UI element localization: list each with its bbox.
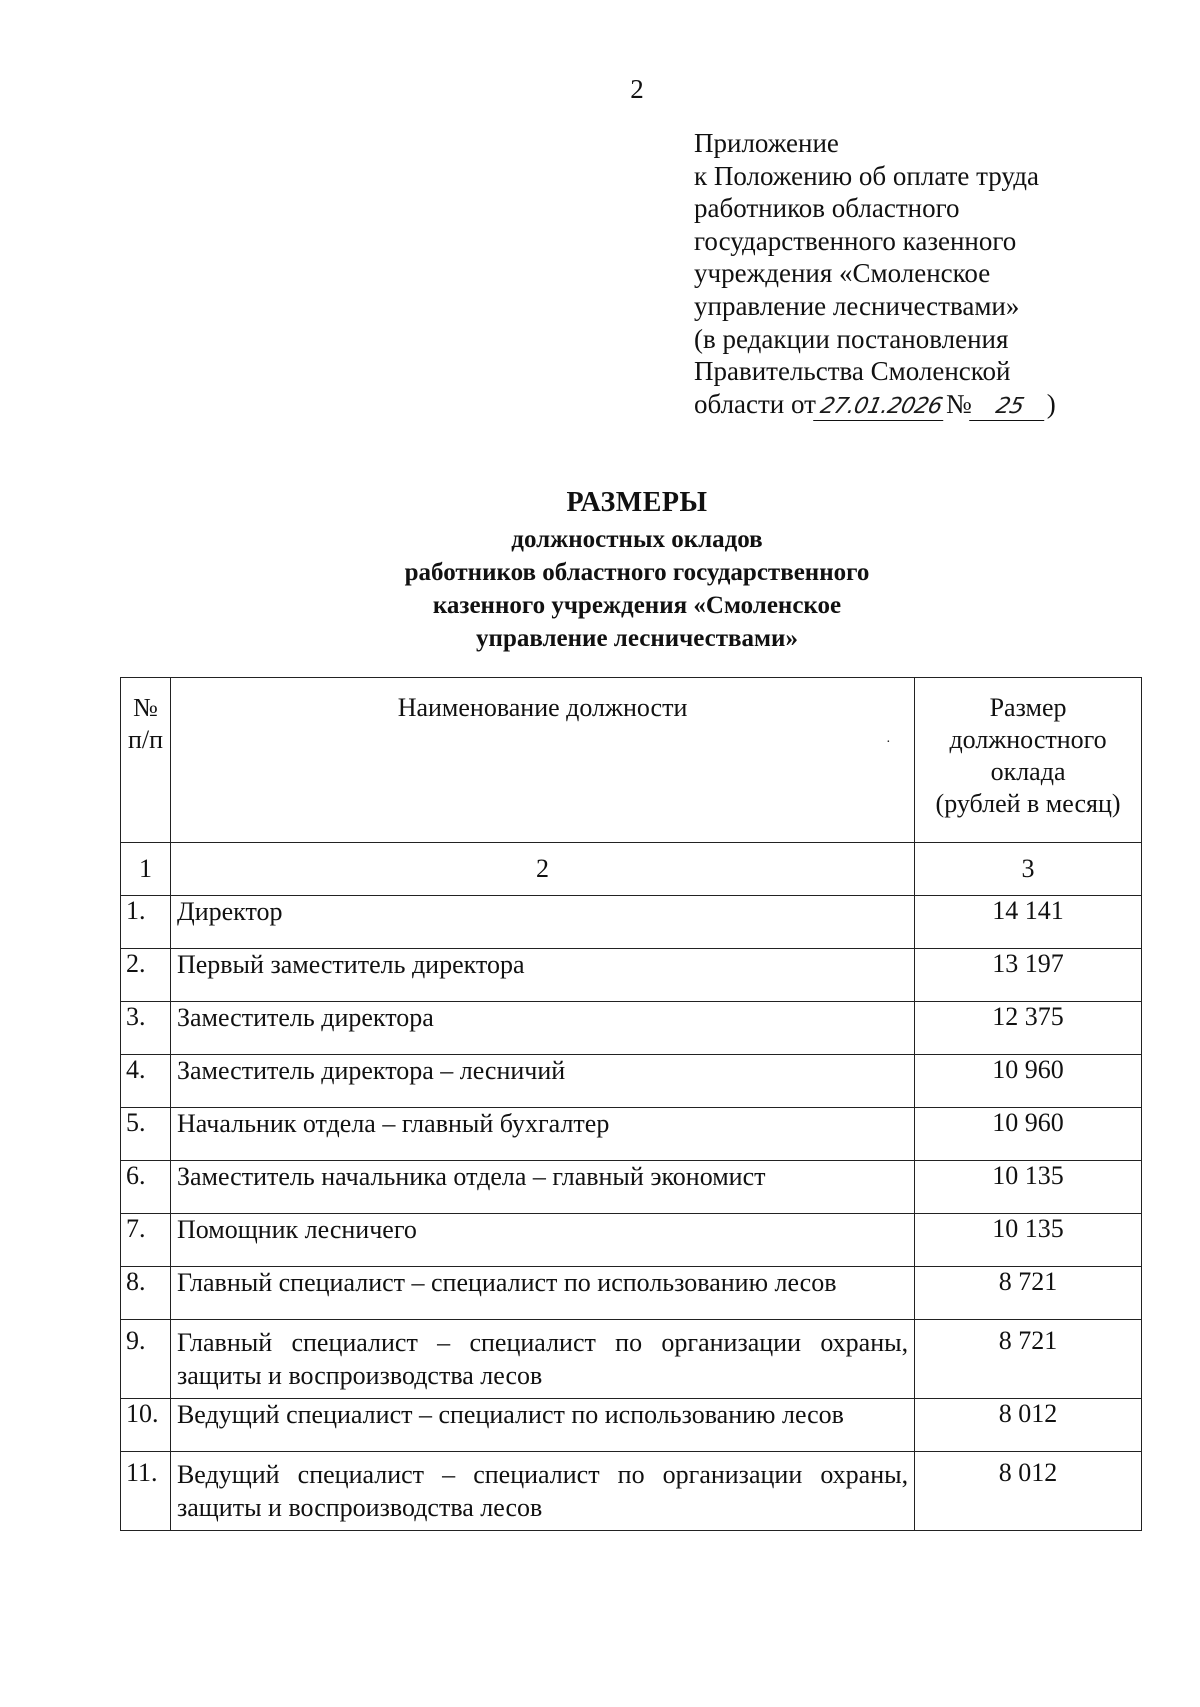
header-salary-line: (рублей в месяц)	[935, 789, 1121, 818]
title-sub-line: работников областного государственного	[404, 559, 870, 586]
appendix-line: к Положению об оплате труда	[694, 160, 1039, 191]
handwritten-date: 27.01.2026	[813, 394, 949, 421]
appendix-line: Приложение	[694, 128, 839, 158]
handwritten-number: 25	[969, 394, 1050, 421]
appendix-line: управление лесничествами»	[694, 290, 1020, 321]
number-sign: №	[945, 388, 972, 419]
row-salary: 8 721	[915, 1320, 1142, 1399]
table-row	[121, 949, 1142, 1002]
row-num: 9.	[121, 1320, 171, 1399]
table-row	[121, 1055, 1142, 1108]
index-cell: 2	[170, 843, 914, 896]
row-position: Заместитель начальника отдела – главный экономист	[170, 1161, 914, 1214]
header-num-line: п/п	[127, 725, 164, 754]
salary-table	[120, 677, 1142, 1531]
header-name: Наименование должности	[170, 678, 914, 843]
row-position: Начальник отдела – главный бухгалтер	[170, 1108, 914, 1161]
row-num: 5.	[121, 1108, 171, 1161]
row-position: Главный специалист – специалист по организации охраны, защиты и воспроизводства лесов	[170, 1320, 914, 1399]
row-num: 1.	[121, 896, 171, 949]
row-num: 7.	[121, 1214, 171, 1267]
header-salary-line: должностного	[949, 725, 1107, 754]
appendix-line: Правительства Смоленской	[694, 356, 1011, 387]
row-salary: 10 960	[915, 1055, 1142, 1108]
header-num	[121, 678, 171, 843]
row-salary: 10 135	[915, 1214, 1142, 1267]
row-position: Первый заместитель директора	[170, 949, 914, 1002]
row-salary: 8 721	[915, 1267, 1142, 1320]
closing-paren: )	[1046, 388, 1056, 419]
row-num: 11.	[121, 1452, 171, 1531]
table-row	[121, 1320, 1142, 1399]
header-salary	[915, 678, 1142, 843]
row-salary: 14 141	[915, 896, 1142, 949]
index-cell: 1	[121, 843, 171, 896]
row-position: Ведущий специалист – специалист по организации охраны, защиты и воспроизводства лесов	[170, 1452, 914, 1531]
table-row	[121, 1399, 1142, 1452]
table-row	[121, 896, 1142, 949]
title-main: РАЗМЕРЫ	[566, 487, 708, 518]
row-salary: 8 012	[915, 1452, 1142, 1531]
title-sub-line: управление лесничествами»	[476, 625, 798, 652]
row-position: Главный специалист – специалист по использованию лесов	[170, 1267, 914, 1320]
title-sub-line: казенного учреждения «Смоленское	[432, 592, 842, 619]
appendix-date-prefix: области от	[694, 388, 816, 419]
appendix-line: учреждения «Смоленское	[694, 258, 991, 289]
index-cell: 3	[915, 843, 1142, 896]
row-salary: 13 197	[915, 949, 1142, 1002]
title-sub-line: должностных окладов	[511, 526, 763, 553]
row-num: 3.	[121, 1002, 171, 1055]
row-position: Заместитель директора	[170, 1002, 914, 1055]
table-row	[121, 1267, 1142, 1320]
table-row	[121, 1161, 1142, 1214]
appendix-date-line	[694, 388, 1164, 421]
row-salary: 10 135	[915, 1161, 1142, 1214]
table-row	[121, 1002, 1142, 1055]
row-num: 2.	[121, 949, 171, 1002]
header-salary-line: Размер	[989, 693, 1067, 722]
header-num-line: №	[133, 693, 158, 722]
row-salary: 10 960	[915, 1108, 1142, 1161]
appendix-line: государственного казенного	[694, 225, 1017, 256]
stray-dot: ·	[886, 735, 891, 750]
page-number: 2	[630, 74, 644, 104]
appendix-line: (в редакции постановления	[694, 323, 1009, 354]
row-position: Директор	[170, 896, 914, 949]
appendix-line: работников областного	[694, 193, 960, 224]
table-header-row	[121, 678, 1142, 843]
table-row	[121, 1452, 1142, 1531]
document-title	[0, 483, 1200, 655]
row-salary: 12 375	[915, 1002, 1142, 1055]
row-num: 4.	[121, 1055, 171, 1108]
header-salary-line: оклада	[990, 757, 1066, 786]
appendix-header	[694, 127, 1164, 421]
row-position: Ведущий специалист – специалист по использованию лесов	[170, 1399, 914, 1452]
table-row	[121, 1108, 1142, 1161]
row-position: Заместитель директора – лесничий	[170, 1055, 914, 1108]
row-position: Помощник лесничего	[170, 1214, 914, 1267]
row-salary: 8 012	[915, 1399, 1142, 1452]
row-num: 8.	[121, 1267, 171, 1320]
row-num: 10.	[121, 1399, 171, 1452]
table-row	[121, 1214, 1142, 1267]
row-num: 6.	[121, 1161, 171, 1214]
table-index-row	[121, 843, 1142, 896]
